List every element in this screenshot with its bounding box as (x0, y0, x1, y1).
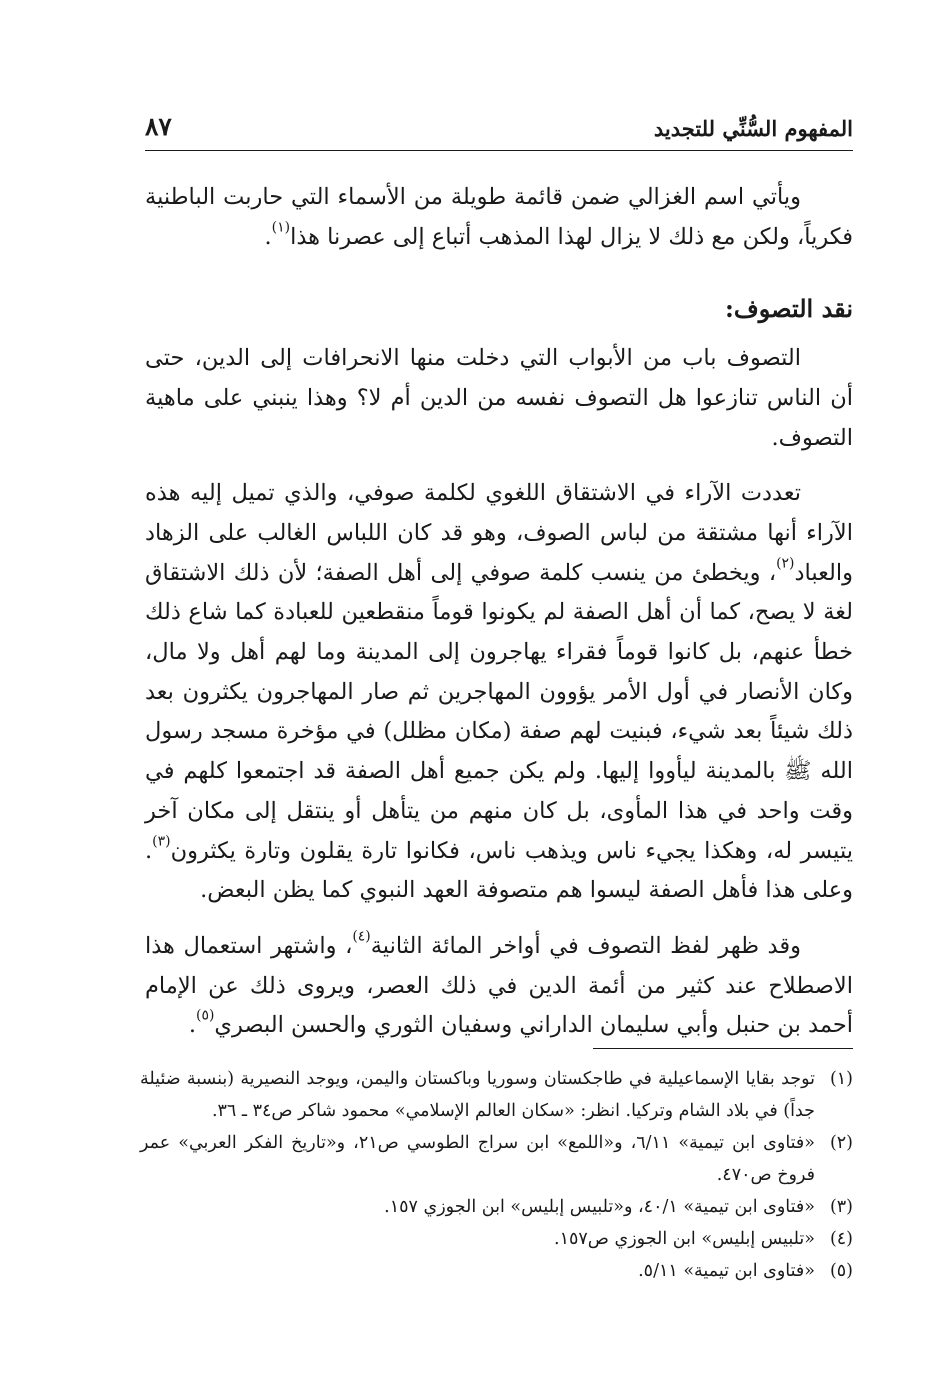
footnote-number: (١) (829, 1069, 853, 1089)
footnote-1 (140, 1063, 853, 1127)
footnote-ref-2[interactable]: (٢) (776, 555, 795, 572)
footnote-text: توجد بقايا الإسماعيلية في طاجكستان وسوريا وباكستان واليمن، ويوجد النصيرية (بنسبة ضئيلة جداً) في بلاد الشام وتركيا. انظر: «سكان العالم الإسلامي» محمود شاكر ص٣٤ ـ ٣٦. (140, 1069, 815, 1121)
page-header (145, 110, 853, 151)
footnote-ref-1[interactable]: (١) (271, 219, 291, 236)
footnote-separator (593, 1048, 853, 1049)
footnotes (140, 1063, 853, 1287)
paragraph-4: وقد ظهر لفظ التصوف في أواخر المائة الثانية$^{(٤)}$، واشتهر استعمال هذا الاصطلاح عند كثير من أئمة الدين في ذلك العصر، ويروى ذلك عن الإمام أحمد بن حنبل وأبي سليمان الداراني وسفيان الثوري والحسن البصري$^{(٥)}$. (145, 928, 853, 1039)
footnote-number: (٢) (829, 1133, 853, 1153)
footnote-text: «تلبيس إبليس» ابن الجوزي ص١٥٧. (554, 1229, 815, 1249)
footnote-ref-3[interactable]: (٣) (152, 833, 171, 849)
footnote-text: «فتاوى ابن تيمية» ٤٠/١، و«تلبيس إبليس» ابن الجوزي ١٥٧. (384, 1197, 815, 1217)
paragraph-1: ويأتي اسم الغزالي ضمن قائمة طويلة من الأسماء التي حاربت الباطنية فكرياً، ولكن مع ذلك لا يزال لهذا المذهب أتباع إلى عصرنا هذا$^{(١)}$. (145, 184, 853, 250)
footnote-4 (140, 1223, 853, 1255)
footnote-text: «فتاوى ابن تيمية» ٦/١١، و«اللمع» ابن سراج الطوسي ص٢١، و«تاريخ الفكر العربي» عمر فروخ ص٤٧٠. (140, 1133, 816, 1185)
footnote-number: (٥) (829, 1261, 853, 1281)
section-heading: نقد التصوف: (725, 294, 853, 324)
running-title: المفهوم السُّنِّي للتجديد (653, 116, 853, 141)
footnote-ref-5[interactable]: (٥) (196, 1007, 215, 1024)
footnote-2 (140, 1127, 853, 1191)
paragraph-3: تعددت الآراء في الاشتقاق اللغوي لكلمة صوفي، والذي تميل إليه هذه الآراء أنها مشتقة من لباس الصوف، وهو قد كان اللباس الغالب على الزهاد والعباد$^{(٢)}$، ويخطئ من ينسب كلمة صوفي إلى أهل الصفة؛ لأن ذلك الاشتقاق لغة لا يصح، كما أن أهل الصفة لم يكونوا قوماً منقطعين للعبادة كما شاع ذلك خطأ عنهم، بل كانوا قوماً فقراء يهاجرون إلى المدينة وما لهم أهل ولا مال، وكان الأنصار في أول الأمر يؤوون المهاجرين ثم صار المهاجرون يكثرون بعد ذلك شيئاً بعد شيء، فبنيت لهم صفة (مكان مظلل) في مؤخرة مسجد رسول الله ﷺ بالمدينة ليأووا إليها. ولم يكن جميع أهل الصفة قد اجتمعوا كلهم في وقت واحد في هذا المأوى، بل كان منهم من يتأهل أو ينتقل إلى مكان آخر يتيسر له، وهكذا يجيء ناس ويذهب ناس، فكانوا تارة يقلون وتارة يكثرون$^{(٣)}$. وعلى هذا فأهل الصفة ليسوا هم متصوفة العهد النبوي كما يظن البعض. (145, 480, 853, 904)
footnote-text: «فتاوى ابن تيمية» ٥/١١. (638, 1261, 815, 1281)
footnote-ref-4[interactable]: (٤) (352, 928, 371, 945)
footnote-3 (140, 1191, 853, 1223)
footnote-number: (٣) (829, 1197, 853, 1217)
footnote-5 (140, 1255, 853, 1287)
paragraph-2: التصوف باب من الأبواب التي دخلت منها الانحرافات إلى الدين، حتى أن الناس تنازعوا هل التصوف نفسه من الدين أم لا؟ وهذا ينبني على ماهية التصوف. (145, 345, 853, 451)
main-text (145, 178, 853, 1046)
footnote-number: (٤) (829, 1229, 853, 1249)
page-number: ٨٧ (145, 112, 172, 141)
